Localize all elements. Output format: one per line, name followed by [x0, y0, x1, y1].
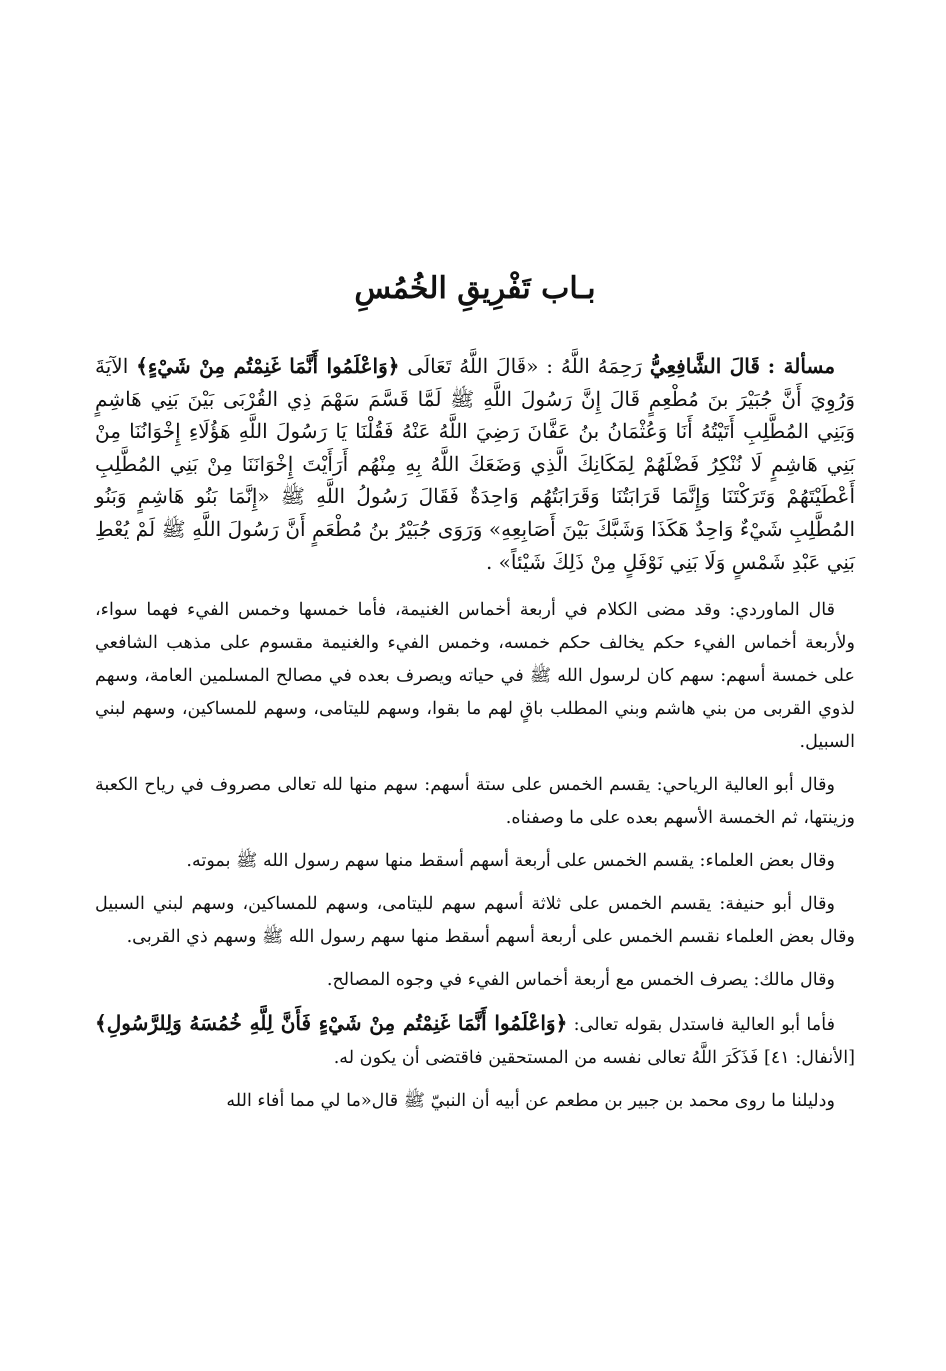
- paragraph-abu-hanifa: وقال أبو حنيفة: يقسم الخمس على ثلاثة أسهم سهم لليتامى، وسهم للمساكين، وسهم لبني السبيل وقال بعض العلماء نقسم الخمس على أربعة أسهم أسقط منها سهم رسول الله ﷺ وسهم ذي القربى.: [95, 894, 855, 948]
- masala-paragraph: [95, 350, 855, 578]
- paragraph-abu-aliya: وقال أبو العالية الرياحي: يقسم الخمس على ستة أسهم: سهم منها لله تعالى مصروف في رياح الكعبة وزينتها، ثم الخمسة الأسهم بعده على ما وصفناه.: [95, 775, 855, 829]
- paragraph-mawardi: قال الماوردي: وقد مضى الكلام في أربعة أخماس الغنيمة، فأما خمسها وخمس الفيء فهما سواء، ولأربعة أخماس الفيء حكم يخالف حكم خمسه، وخمس الفيء والغنيمة مقسوم على مذهب الشافعي على خمسة أسهم: سهم كان لرسول الله ﷺ في حياته ويصرف بعده في مصالح المسلمين العامة، وسهم لذوي القربى من بني هاشم وبني المطلب باقٍ لهم ما بقوا، وسهم لليتامى، وسهم للمساكين، وسهم لبني السبيل.: [95, 600, 855, 753]
- abu-aliya-intro: فأما أبو العالية فاستدل بقوله تعالى:: [573, 1015, 835, 1036]
- masala-speaker: قَالَ الشَّافِعِيُّ: [649, 354, 760, 378]
- abu-aliya-ayah: ﴿وَاعْلَمُوا أَنَّمَا غَنِمْتُم مِنْ شَيْءٍ فَأَنَّ لِلَّهِ خُمُسَهُ وَلِلرَّسُولِ﴾: [95, 1011, 568, 1036]
- paragraph-evidence: ودليلنا ما روى محمد بن جبير بن مطعم عن أبيه أن النبيّ ﷺ قال«ما لي مما أفاء الله: [226, 1091, 835, 1112]
- masala-intro: رَحِمَهُ اللَّهُ : «قَالَ اللَّهُ تَعَالَى: [407, 354, 642, 378]
- masala-label: مسألة :: [767, 354, 836, 378]
- masala-ayah: ﴿وَاعْلَمُوا أَنَّمَا غَنِمْتُم مِنْ شَيْءٍ﴾: [136, 354, 400, 378]
- paragraph-malik: وقال مالك: يصرف الخمس مع أربعة أخماس الفيء في وجوه المصالح.: [326, 970, 835, 991]
- abu-aliya-ref: [الأنفال: ٤١] فَذَكَرَ اللَّهُ تعالى نفسه من المستحقين فاقتضى أن يكون له.: [333, 1048, 855, 1069]
- chapter-title: بـاب تَفْرِيقِ الخُمُسِ: [354, 271, 596, 306]
- masala-body: الآيَةَ وَرُوِيَ أَنَّ جُبَيْرَ بنَ مُطْعِمٍ قَالَ إِنَّ رَسُولَ اللَّهِ ﷺ لَمَّا قَسَّمَ سَهْمَ ذِي القُرْبَى بَيْنَ بَنِي هَاشِمٍ وَبَنِي المُطَّلِبِ أَتَيْتُهُ أَنَا وَعُثْمَانُ بنُ عَفَّانَ رَضِيَ اللَّهُ عَنْهُ فَقُلْنَا يَا رَسُولَ اللَّهِ هَؤُلَاءِ إِخْوَانُنَا مِنْ بَنِي هَاشِمٍ لَا نُنْكِرُ فَضْلَهُمْ لِمَكَانِكَ الَّذِي وَضَعَكَ اللَّهُ بِهِ مِنْهُم أَرَأَيْتَ إِخْوَانَنَا مِنْ بَنِي المُطَّلِبِ أَعْطَيْتَهُمْ وَتَرَكْتَنَا وَإِنَّمَا قَرَابَتُنَا وَقَرَابَتُهُم وَاحِدَةٌ فَقَالَ رَسُولُ اللَّهِ ﷺ «إِنَّمَا بَنُو هَاشِمٍ وَبَنُو المُطَّلِبِ شَيْءٌ وَاحِدٌ هَكَذَا وَشَبَّكَ بَيْنَ أَصَابِعِهِ» وَرَوَى جُبَيْرُ بنُ مُطْعَمٍ أَنَّ رَسُولَ اللَّهِ ﷺ لَمْ يُعْطِ بَنِي عَبْدِ شَمْسٍ وَلَا بَنِي نَوْفَلٍ مِنْ ذَلِكَ شَيْئاً» .: [95, 354, 856, 574]
- page-content: [95, 268, 855, 1128]
- paragraph-some-scholars: وقال بعض العلماء: يقسم الخمس على أربعة أسهم أسقط منها سهم رسول الله ﷺ بموته.: [186, 851, 835, 872]
- paragraph-abu-aliya-evidence: [95, 1007, 855, 1075]
